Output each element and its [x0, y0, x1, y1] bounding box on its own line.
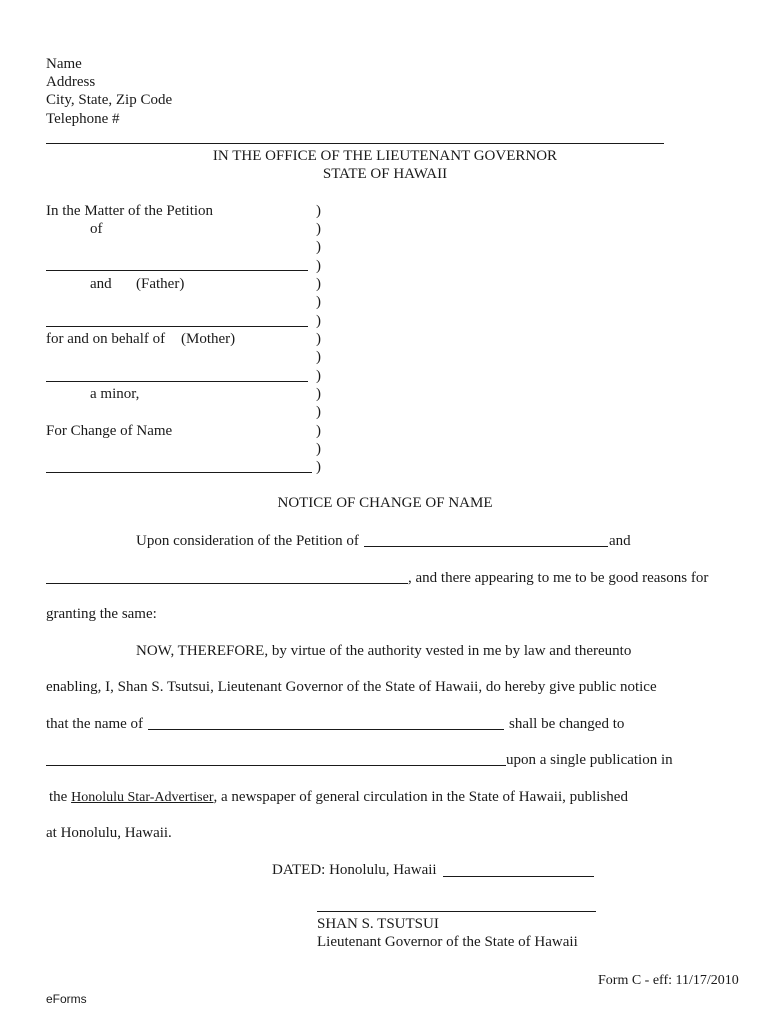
signature-line — [317, 911, 596, 912]
caption-paren: ) — [316, 349, 321, 365]
caption-paren: ) — [316, 386, 321, 402]
caption-paren: ) — [316, 276, 321, 292]
notice-p8-rest: , a newspaper of general circulation in the State of Hawaii, published — [213, 789, 628, 805]
caption-paren: ) — [316, 368, 321, 384]
caption-and: and — [90, 276, 112, 292]
notice-p2-end: , and there appearing to me to be good reasons for — [408, 570, 709, 586]
notice-p9: at Honolulu, Hawaii. — [46, 825, 172, 841]
caption-mother: (Mother) — [181, 331, 236, 347]
caption-paren: ) — [316, 221, 321, 237]
newspaper-name: Honolulu Star-Advertiser — [71, 790, 214, 805]
caption-paren: ) — [316, 459, 321, 475]
caption-change-of-name: For Change of Name — [46, 423, 173, 439]
dated-blank — [443, 876, 594, 877]
new-name-blank — [46, 765, 506, 766]
notice-p8 — [49, 788, 628, 807]
header-city-state-zip: City, State, Zip Code — [46, 92, 173, 108]
caption-of: of — [90, 221, 103, 237]
caption-paren: ) — [316, 294, 321, 310]
notice-p7-end: upon a single publication in — [506, 752, 673, 768]
caption-behalf: for and on behalf of — [46, 331, 166, 347]
petitioner-blank — [364, 546, 608, 547]
minor-name-line — [46, 472, 312, 473]
caption-matter: In the Matter of the Petition — [46, 203, 214, 219]
caption-paren: ) — [316, 441, 321, 457]
current-name-blank — [148, 729, 504, 730]
office-title: IN THE OFFICE OF THE LIEUTENANT GOVERNOR — [212, 148, 558, 164]
caption-paren: ) — [316, 258, 321, 274]
mother-name-line — [46, 381, 308, 382]
notice-p8-the: the — [49, 789, 68, 805]
header-name: Name — [46, 56, 82, 72]
eforms-brand: eForms — [46, 992, 87, 1006]
notice-heading: NOTICE OF CHANGE OF NAME — [277, 495, 493, 511]
dated-label: DATED: Honolulu, Hawaii — [272, 862, 437, 878]
caption-father: (Father) — [136, 276, 185, 292]
header-divider — [46, 143, 664, 144]
caption-paren: ) — [316, 203, 321, 219]
caption-paren: ) — [316, 313, 321, 329]
header-address: Address — [46, 74, 96, 90]
father-name-line — [46, 326, 308, 327]
caption-minor: a minor, — [90, 386, 140, 402]
notice-p4: NOW, THEREFORE, by virtue of the authority vested in me by law and thereunto — [136, 643, 632, 659]
notice-p3: granting the same: — [46, 606, 157, 622]
petitioner-name-line — [46, 270, 308, 271]
signatory-name: SHAN S. TSUTSUI — [317, 916, 439, 932]
header-telephone: Telephone # — [46, 111, 120, 127]
notice-p6-end: shall be changed to — [509, 716, 625, 732]
notice-p5: enabling, I, Shan S. Tsutsui, Lieutenant Governor of the State of Hawaii, do hereby give public notice — [46, 679, 657, 695]
state-title: STATE OF HAWAII — [322, 166, 448, 182]
notice-p1-start: Upon consideration of the Petition of — [136, 533, 359, 549]
form-id: Form C - eff: 11/17/2010 — [598, 973, 739, 988]
caption-paren: ) — [316, 423, 321, 439]
notice-p6-start: that the name of — [46, 716, 144, 732]
caption-paren: ) — [316, 331, 321, 347]
caption-paren: ) — [316, 239, 321, 255]
co-petitioner-blank — [46, 583, 408, 584]
notice-p1-and: and — [609, 533, 631, 549]
caption-paren: ) — [316, 404, 321, 420]
signatory-title: Lieutenant Governor of the State of Hawaii — [317, 934, 578, 950]
